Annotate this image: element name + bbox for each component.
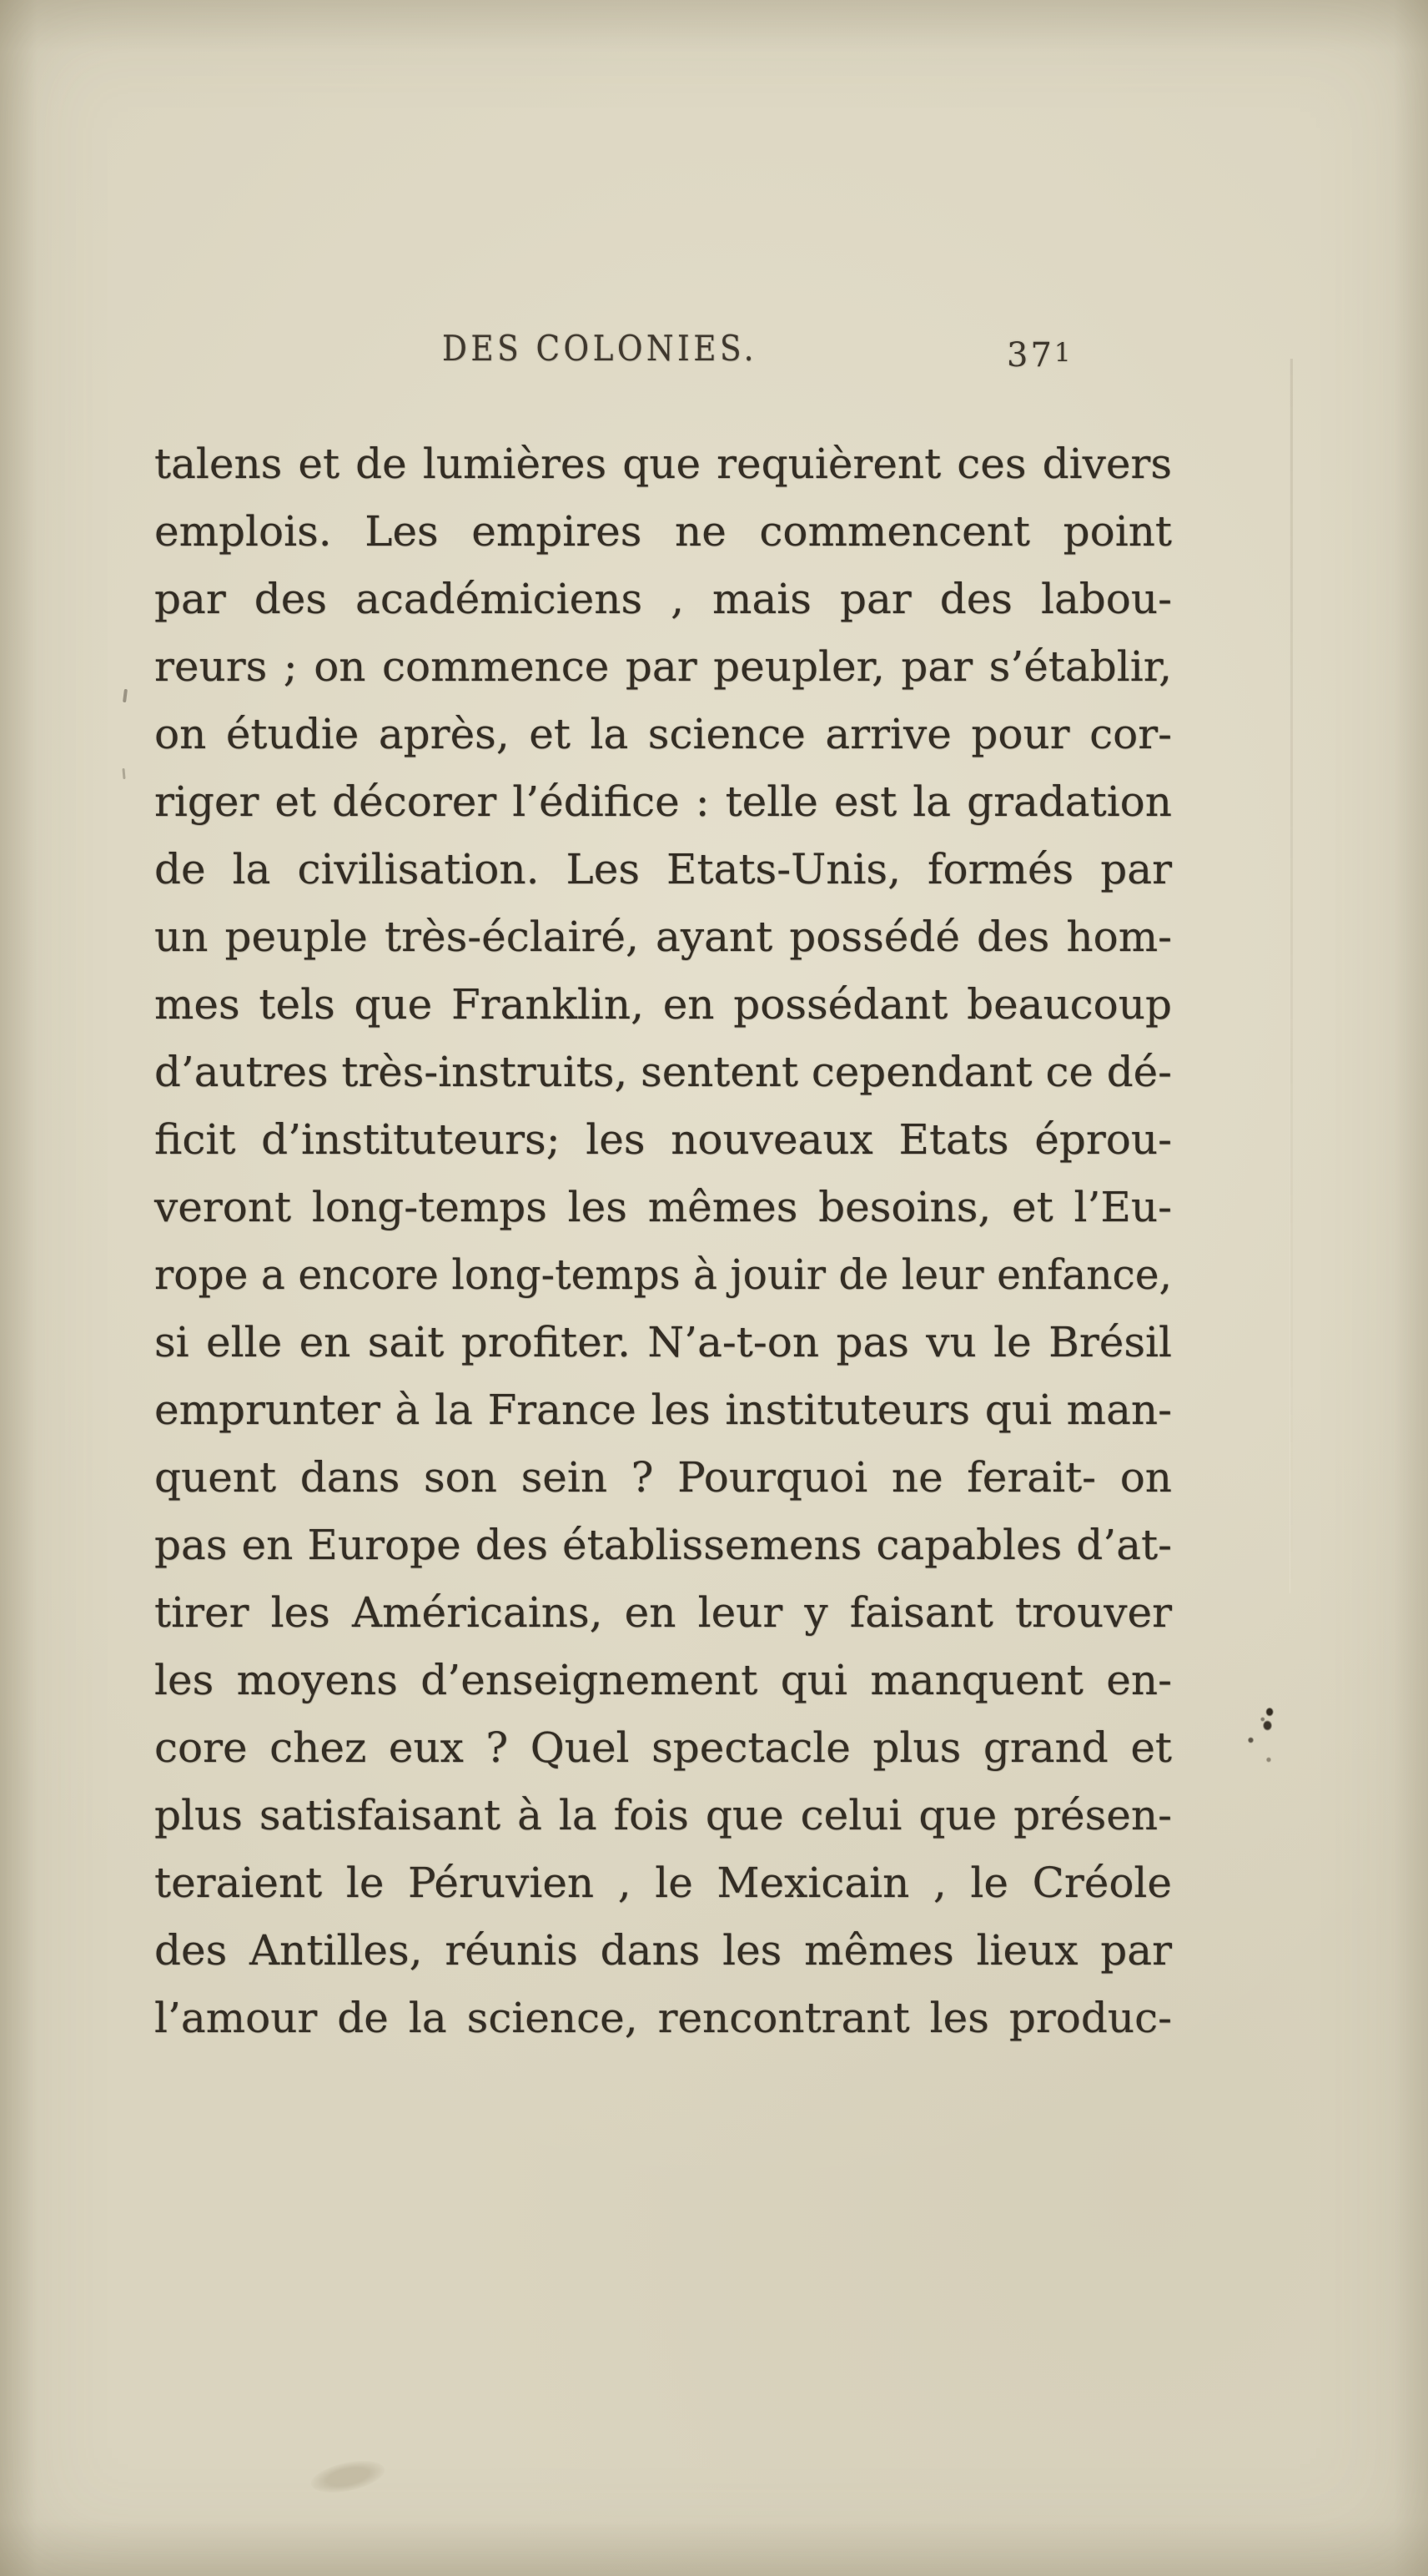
text-line: si elle en sait profiter. N’a-t-on pas vu le Brésil <box>154 1318 1172 1366</box>
text-line: teraient le Péruvien , le Mexicain , le Créole <box>154 1859 1172 1907</box>
text-line: un peuple très-éclairé, ayant possédé des hom- <box>154 913 1172 961</box>
text-line: ficit d’instituteurs; les nouveaux Etats éprou- <box>154 1115 1172 1164</box>
text-line: par des académiciens , mais par des labou- <box>154 575 1172 623</box>
text-line: rope a encore long-temps à jouir de leur enfance, <box>154 1250 1172 1299</box>
body-text <box>154 430 1172 2052</box>
text-line: de la civilisation. Les Etats-Unis, formés par <box>154 845 1172 893</box>
paper-crease <box>1290 359 1293 1593</box>
margin-mark <box>122 768 125 779</box>
text-line: des Antilles, réunis dans les mêmes lieux par <box>154 1926 1172 1975</box>
text-line: quent dans son sein ? Pourquoi ne ferait- on <box>154 1453 1172 1502</box>
text-line: on étudie après, et la science arrive pour cor- <box>154 710 1172 758</box>
header-title: DES COLONIES. <box>442 328 757 369</box>
running-header <box>154 328 1172 381</box>
text-line: core chez eux ? Quel spectacle plus grand et <box>154 1723 1172 1772</box>
text-line: riger et décorer l’édifice : telle est la gradation <box>154 777 1172 826</box>
margin-mark <box>123 689 128 702</box>
ink-speck <box>1248 1737 1254 1743</box>
text-line: mes tels que Franklin, en possédant beaucoup <box>154 980 1172 1029</box>
text-line: talens et de lumières que requièrent ces divers <box>154 440 1172 488</box>
text-line: plus satisfaisant à la fois que celui que présen- <box>154 1791 1172 1839</box>
text-line: veront long-temps les mêmes besoins, et l’Eu- <box>154 1183 1172 1231</box>
text-line: reurs ; on commence par peupler, par s’établir, <box>154 642 1172 691</box>
text-line: tirer les Américains, en leur y faisant trouver <box>154 1588 1172 1637</box>
text-line: emplois. Les empires ne commencent point <box>154 507 1172 556</box>
ink-speck <box>1266 1757 1271 1763</box>
text-line: les moyens d’enseignement qui manquent en- <box>154 1656 1172 1704</box>
page-number: 371 <box>1007 336 1074 375</box>
text-line: emprunter à la France les instituteurs qui man- <box>154 1386 1172 1434</box>
ink-blot <box>1256 1705 1278 1733</box>
paper-smudge <box>308 2455 387 2498</box>
text-line: pas en Europe des établissemens capables d’at- <box>154 1521 1172 1569</box>
text-line: l’amour de la science, rencontrant les produc- <box>154 1994 1172 2042</box>
text-line: d’autres très-instruits, sentent cependant ce dé- <box>154 1048 1172 1096</box>
